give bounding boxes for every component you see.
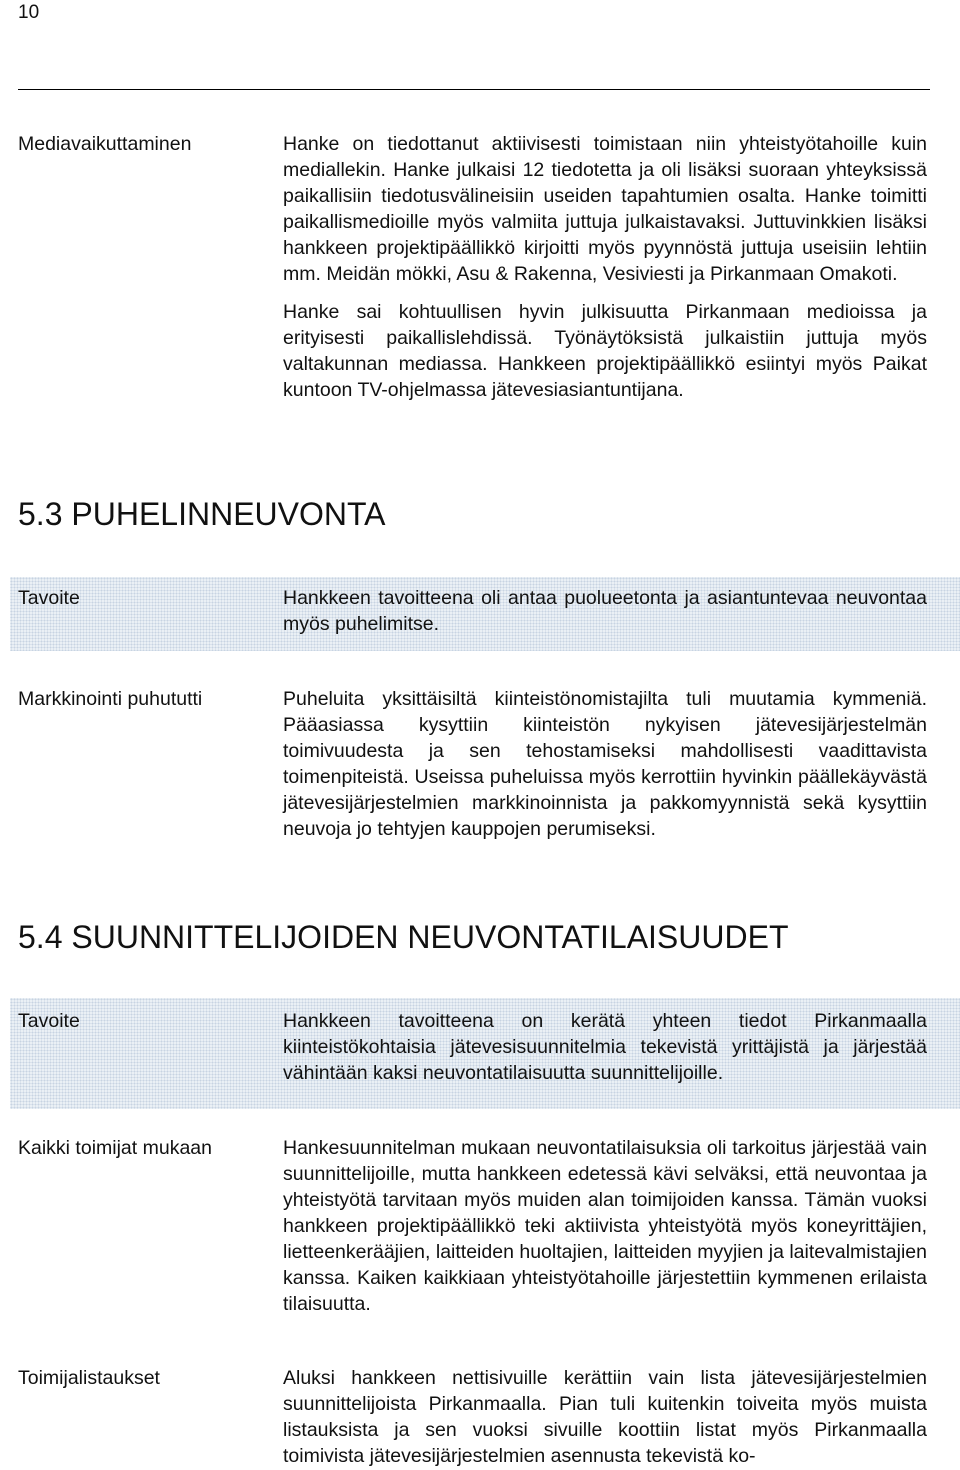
goal-text-5-3: Hankkeen tavoitteena oli antaa puolueetonta ja asiantuntevaa neuvontaa myös puhelimitse.: [283, 587, 927, 635]
everyone-text: Hankesuunnitelman mukaan neuvontatilaisuksia oli tarkoitus järjestää vain suunnittelijoille, mutta hankkeen edetessä kävi selväksi, että neuvontaa ja yhteistyötä tarvitaan myös muiden alan toimijoiden kanssa. Tämän vuoksi hankkeen projektipäällikkö teki aktiivista yhteistyötä myös koneyrittäjien, lietteenkerääjien, laitteiden huoltajien, laitteiden myyjien ja laitevalmistajien kanssa. Kaiken kaikkiaan yhteistyötahoille järjestettiin kymmenen erilaista tilaisuutta.: [283, 1137, 927, 1315]
media-body: [283, 131, 927, 403]
section-heading-5-3: 5.3 PUHELINNEUVONTA: [18, 496, 386, 532]
media-label: Mediavaikuttaminen: [18, 133, 192, 155]
goal-label-5-4: Tavoite: [18, 1010, 80, 1032]
marketing-label: Markkinointi puhututti: [18, 688, 203, 710]
marketing-text: Puheluita yksittäisiltä kiinteistönomistajilta tuli muutamia kymmeniä. Pääasiassa kysyttiin kiinteistön nykyisen jätevesijärjestelmän toimivuudesta ja sen tehostamiseksi mahdollisesti vaadittavista toimenpiteistä. Useissa puheluissa myös kerrottiin hyvinkin päällekäyvästä jätevesijärjestelmien markkinoinnista ja pakkomyynnistä sekä kysyttiin neuvoja jo tehtyjen kauppojen perumiseksi.: [283, 688, 927, 840]
media-paragraph-2: Hanke sai kohtuullisen hyvin julkisuutta Pirkanmaan medioissa ja erityisesti paikallislehdissä. Työnäytöksistä julkaistiin juttuja myös valtakunnan mediassa. Hankkeen projektipäällikkö esiintyi myös Paikat kuntoon TV-ohjelmassa jätevesiasiantuntijana.: [283, 301, 927, 401]
goal-text-5-4: Hankkeen tavoitteena on kerätä yhteen tiedot Pirkanmaalla kiinteistökohtaisia jätevesisuunnitelmia tekevistä yrittäjistä ja järjestää vähintään kaksi neuvontatilaisuutta suunnittelijoille.: [283, 1010, 927, 1084]
listings-text: Aluksi hankkeen nettisivuille kerättiin vain lista jätevesijärjestelmien suunnittelijoista Pirkanmaalla. Pian tuli kuitenkin toiveita myös muista listauksista ja sen vuoksi sivuille koottiin listat myös Pirkanmaalla toimivista jätevesijärjestelmien asennusta tekevistä ko-: [283, 1367, 927, 1467]
header-rule: [18, 89, 930, 90]
page-number: 10: [18, 2, 40, 23]
goal-label-5-3: Tavoite: [18, 587, 80, 609]
media-paragraph-1: Hanke on tiedottanut aktiivisesti toimistaan niin yhteistyötahoille kuin mediallekin. Hanke julkaisi 12 tiedotetta ja oli lisäksi suoraan yhteyksissä paikallisiin tiedotusvälineisiin useiden tapahtumien osalta. Hanke toimitti paikallismedioille myös valmiita juttuja julkaistavaksi. Juttuvinkkien lisäksi hankkeen projektipäällikkö kirjoitti myös pyynnöstä juttuja useisiin lehtiin mm. Meidän mökki, Asu & Rakenna, Vesiviesti ja Pirkanmaan Omakoti.: [283, 133, 927, 285]
listings-label: Toimijalistaukset: [18, 1367, 160, 1389]
everyone-label: Kaikki toimijat mukaan: [18, 1137, 212, 1159]
section-heading-5-4: 5.4 SUUNNITTELIJOIDEN NEUVONTATILAISUUDET: [18, 919, 789, 955]
